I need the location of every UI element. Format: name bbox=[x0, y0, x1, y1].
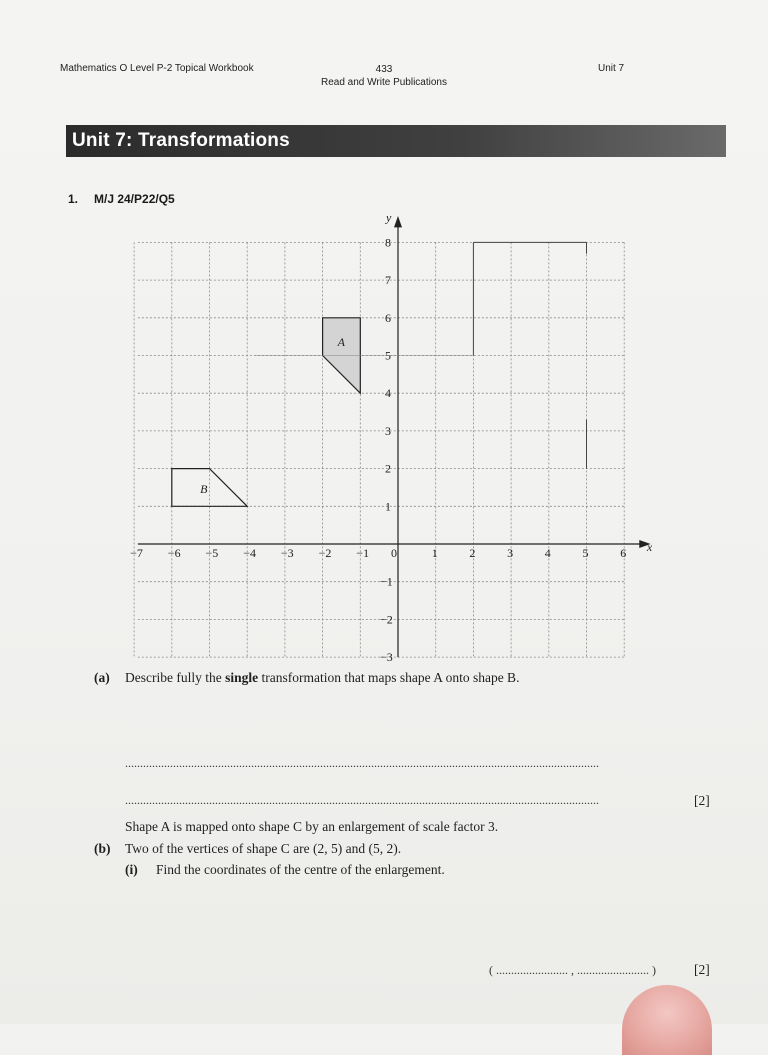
header-book-title: Mathematics O Level P-2 Topical Workbook bbox=[60, 63, 254, 74]
x-tick-label: −4 bbox=[243, 546, 256, 560]
x-tick-label: −3 bbox=[280, 546, 294, 560]
y-tick-label: 3 bbox=[385, 423, 391, 438]
part-b-i-marks: [2] bbox=[694, 962, 710, 977]
finger-thumb bbox=[622, 985, 712, 1055]
x-tick-label: 3 bbox=[507, 546, 514, 560]
x-axis-label: x bbox=[646, 540, 653, 554]
part-b-intro: Shape A is mapped onto shape C by an enlargement of scale factor 3. bbox=[125, 819, 499, 834]
y-tick-label: 1 bbox=[385, 499, 391, 514]
y-tick-label: −3 bbox=[380, 650, 393, 665]
y-tick-label: 8 bbox=[385, 235, 391, 250]
x-tick-label: −6 bbox=[167, 546, 181, 560]
y-axis-label: y bbox=[386, 210, 392, 225]
part-b-i-answer[interactable]: ( ........................ , ........................ ) bbox=[489, 963, 656, 977]
y-tick-label: −1 bbox=[380, 574, 393, 589]
part-a-answer-line-1[interactable]: .............................................................................................................................................................. bbox=[125, 756, 599, 770]
y-tick-label: 4 bbox=[385, 386, 391, 401]
header-publisher: Read and Write Publications bbox=[321, 77, 447, 88]
part-a-label: (a) bbox=[94, 670, 110, 685]
header-page-number: 433 bbox=[375, 64, 393, 75]
y-tick-label: 2 bbox=[385, 461, 391, 476]
unit-title: Unit 7: Transformations bbox=[72, 130, 290, 151]
x-tick-label: 6 bbox=[620, 546, 627, 560]
question-number: 1. bbox=[68, 192, 79, 206]
part-a-bold-word: single bbox=[225, 670, 259, 685]
part-a-marks: [2] bbox=[694, 793, 710, 808]
y-tick-label: 7 bbox=[385, 273, 391, 288]
x-tick-label: 0 bbox=[391, 546, 397, 560]
part-b-text: Two of the vertices of shape C are (2, 5) and (5, 2). bbox=[125, 841, 402, 856]
x-tick-label: −1 bbox=[356, 546, 370, 560]
x-tick-label: 1 bbox=[431, 546, 438, 560]
x-tick-label: −7 bbox=[130, 546, 143, 560]
part-b-i-label: (i) bbox=[125, 862, 138, 877]
x-tick-label: 5 bbox=[582, 546, 589, 560]
shape-a-label: A bbox=[337, 335, 346, 350]
y-tick-label: 6 bbox=[385, 310, 391, 325]
y-axis-arrow bbox=[394, 216, 402, 227]
part-a-question bbox=[125, 670, 519, 686]
x-tick-label: −5 bbox=[205, 546, 219, 560]
y-tick-label: −2 bbox=[380, 612, 393, 627]
part-b-label: (b) bbox=[94, 841, 111, 856]
part-a-text-after: transformation that maps shape A onto shape B. bbox=[258, 670, 520, 685]
part-a-answer-line-2[interactable]: .............................................................................................................................................................. bbox=[125, 793, 599, 807]
part-a-text-before: Describe fully the bbox=[125, 670, 226, 685]
x-tick-label: 2 bbox=[469, 546, 476, 560]
x-tick-label: −2 bbox=[318, 546, 332, 560]
part-b-i-text: Find the coordinates of the centre of the enlargement. bbox=[156, 862, 445, 877]
x-tick-label: 4 bbox=[544, 546, 551, 560]
header-unit: Unit 7 bbox=[598, 63, 625, 74]
shape-b-label: B bbox=[200, 482, 208, 497]
question-code: M/J 24/P22/Q5 bbox=[94, 192, 175, 206]
y-tick-label: 5 bbox=[385, 348, 391, 363]
